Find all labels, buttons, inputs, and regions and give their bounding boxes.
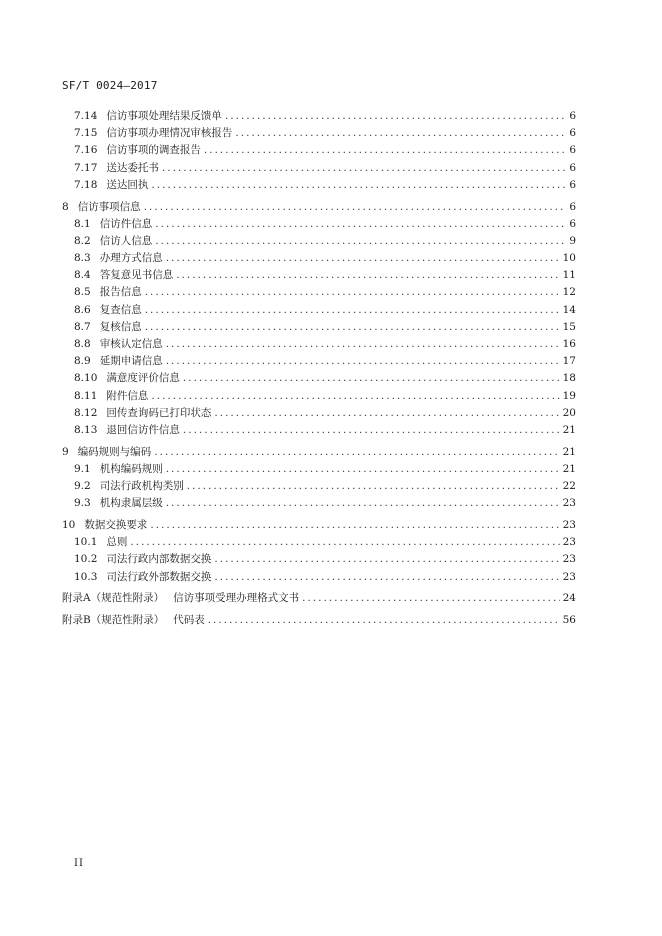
toc-entry-page: 6 — [569, 217, 576, 230]
toc-leader-dots — [150, 517, 559, 534]
toc-entry-title: 复查信息 — [99, 303, 142, 316]
toc-entry-number: 10.2 — [74, 553, 98, 566]
toc-entry-page: 24 — [562, 592, 576, 605]
toc-entry[interactable] — [62, 370, 576, 387]
toc-entry-number: 8.8 — [74, 338, 91, 351]
toc-leader-dots — [208, 612, 560, 629]
toc-entry-page: 19 — [562, 389, 576, 402]
toc-entry-number: 8.6 — [74, 303, 91, 316]
toc-entry[interactable] — [62, 250, 576, 267]
toc-leader-dots — [154, 444, 559, 461]
toc-entry-page: 6 — [569, 127, 576, 140]
toc-entry-title: 机构隶属层级 — [99, 497, 163, 510]
toc-entry-number: 7.18 — [74, 178, 98, 191]
toc-entry-number: 9.1 — [74, 462, 91, 475]
toc-entry-number: 8.4 — [74, 269, 91, 282]
toc-entry[interactable] — [62, 108, 576, 125]
toc-entry-page: 14 — [562, 303, 576, 316]
toc-leader-dots — [176, 267, 559, 284]
toc-leader-dots — [166, 353, 560, 370]
toc-entry-number: 7.17 — [74, 161, 98, 174]
toc-entry[interactable] — [62, 177, 576, 194]
page-number: II — [74, 858, 84, 869]
toc-entry-number: 8.7 — [74, 320, 91, 333]
toc-entry-page: 23 — [562, 497, 576, 510]
toc-entry-page: 22 — [562, 480, 576, 493]
toc-leader-dots — [166, 461, 560, 478]
toc-entry[interactable] — [62, 388, 576, 405]
toc-leader-dots — [145, 302, 560, 319]
toc-entry-title: 满意度评价信息 — [106, 372, 180, 385]
toc-entry-title: 总则 — [106, 536, 128, 549]
toc-entry[interactable] — [62, 590, 576, 607]
toc-entry-title: 司法行政外部数据交换 — [106, 570, 212, 583]
toc-entry-title: 送达回执 — [106, 178, 149, 191]
toc-entry[interactable] — [62, 125, 576, 142]
toc-entry-title: 退回信访件信息 — [106, 423, 180, 436]
toc-entry-number: 附录A（规范性附录） — [62, 592, 165, 605]
toc-leader-dots — [145, 284, 560, 301]
toc-entry-page: 20 — [562, 406, 576, 419]
toc-entry-page: 6 — [569, 110, 576, 122]
toc-leader-dots — [151, 388, 559, 405]
toc-leader-dots — [214, 569, 559, 586]
toc-entry-number: 8.10 — [74, 372, 98, 385]
toc-entry-number: 10.3 — [74, 570, 98, 583]
toc-entry[interactable] — [62, 478, 576, 495]
toc-entry-number: 7.15 — [74, 127, 98, 140]
toc-entry[interactable] — [62, 495, 576, 512]
toc-entry[interactable] — [62, 551, 576, 568]
toc-entry[interactable] — [62, 302, 576, 319]
toc-entry[interactable] — [62, 444, 576, 461]
toc-entry-title: 代码表 — [173, 614, 205, 627]
toc-entry-page: 23 — [562, 519, 576, 532]
toc-leader-dots — [162, 160, 566, 177]
toc-entry-page: 18 — [562, 372, 576, 385]
toc-entry-number: 8.5 — [74, 286, 91, 299]
toc-entry-title: 送达委托书 — [106, 161, 159, 174]
toc-entry[interactable] — [62, 336, 576, 353]
toc-entry-number: 8.11 — [74, 389, 98, 402]
toc-entry-number: 8 — [62, 200, 69, 213]
toc-entry[interactable] — [62, 142, 576, 159]
toc-entry-page: 56 — [562, 614, 576, 627]
toc-entry[interactable] — [62, 284, 576, 301]
table-of-contents — [62, 108, 576, 629]
toc-leader-dots — [204, 142, 566, 159]
toc-entry-number: 9.2 — [74, 480, 91, 493]
toc-entry[interactable] — [62, 612, 576, 629]
toc-leader-dots — [166, 495, 560, 512]
toc-entry-title: 编码规则与编码 — [77, 445, 152, 458]
toc-entry-title: 附件信息 — [106, 389, 149, 402]
toc-leader-dots — [214, 405, 559, 422]
toc-entry-page: 21 — [562, 445, 576, 458]
toc-entry-title: 机构编码规则 — [99, 462, 163, 475]
toc-entry-number: 附录B（规范性附录） — [62, 614, 165, 627]
toc-entry[interactable] — [62, 534, 576, 551]
toc-entry-page: 16 — [562, 338, 576, 351]
toc-entry[interactable] — [62, 517, 576, 534]
toc-entry-number: 9 — [62, 445, 69, 458]
toc-entry-number: 8.9 — [74, 355, 91, 368]
toc-entry-page: 17 — [562, 355, 576, 368]
toc-entry-number: 7.16 — [74, 144, 98, 157]
toc-leader-dots — [187, 478, 560, 495]
toc-entry-number: 10 — [62, 519, 76, 532]
toc-entry-page: 23 — [562, 536, 576, 549]
toc-leader-dots — [155, 233, 566, 250]
toc-entry-page: 9 — [569, 234, 576, 247]
toc-entry-page: 6 — [569, 144, 576, 157]
toc-entry[interactable] — [62, 199, 576, 216]
toc-entry-number: 7.14 — [74, 110, 98, 122]
toc-entry-page: 21 — [562, 462, 576, 475]
toc-entry[interactable] — [62, 569, 576, 586]
toc-leader-dots — [130, 534, 559, 551]
toc-entry[interactable] — [62, 267, 576, 284]
toc-leader-dots — [225, 108, 566, 125]
toc-entry-title: 信访事项办理情况审核报告 — [106, 127, 233, 140]
toc-entry[interactable] — [62, 353, 576, 370]
toc-entry-title: 延期申请信息 — [99, 355, 163, 368]
standard-code: SF/T 0024—2017 — [62, 79, 158, 92]
toc-leader-dots — [214, 551, 559, 568]
toc-entry-page: 6 — [569, 161, 576, 174]
toc-entry-number: 8.2 — [74, 234, 91, 247]
toc-leader-dots — [145, 319, 560, 336]
toc-leader-dots — [302, 590, 560, 607]
toc-entry-page: 12 — [562, 286, 576, 299]
toc-entry-page: 21 — [562, 423, 576, 436]
toc-entry-title: 信访人信息 — [99, 234, 153, 247]
toc-leader-dots — [166, 336, 560, 353]
toc-leader-dots — [166, 250, 560, 267]
toc-entry-number: 8.3 — [74, 252, 91, 265]
toc-entry[interactable] — [62, 233, 576, 250]
toc-entry-page: 10 — [562, 252, 576, 265]
toc-entry-title: 信访事项的调查报告 — [106, 144, 201, 157]
toc-entry-page: 15 — [562, 320, 576, 333]
toc-leader-dots — [235, 125, 566, 142]
toc-leader-dots — [183, 422, 560, 439]
toc-leader-dots — [151, 177, 566, 194]
toc-entry-title: 司法行政内部数据交换 — [106, 553, 212, 566]
toc-entry-title: 信访件信息 — [99, 217, 153, 230]
toc-entry[interactable] — [62, 461, 576, 478]
toc-entry-title: 审核认定信息 — [99, 338, 163, 351]
toc-entry[interactable] — [62, 216, 576, 233]
toc-entry-title: 报告信息 — [99, 286, 142, 299]
toc-entry-title: 数据交换要求 — [84, 519, 148, 532]
toc-entry-number: 9.3 — [74, 497, 91, 510]
toc-leader-dots — [183, 370, 560, 387]
toc-entry-title: 办理方式信息 — [99, 252, 163, 265]
toc-entry-title: 司法行政机构类别 — [99, 480, 184, 493]
toc-entry-page: 23 — [562, 553, 576, 566]
toc-entry-title: 复核信息 — [99, 320, 142, 333]
toc-leader-dots — [155, 216, 566, 233]
toc-entry-number: 8.13 — [74, 423, 98, 436]
toc-entry-number: 8.12 — [74, 406, 98, 419]
toc-entry-title: 回传查询码已打印状态 — [106, 406, 212, 419]
toc-entry-page: 6 — [569, 200, 576, 213]
toc-entry[interactable] — [62, 160, 576, 177]
toc-entry-title: 信访事项受理办理格式文书 — [173, 592, 300, 605]
toc-entry-number: 10.1 — [74, 536, 98, 549]
toc-entry[interactable] — [62, 319, 576, 336]
toc-entry-page: 23 — [562, 570, 576, 583]
toc-entry-number: 8.1 — [74, 217, 91, 230]
toc-entry[interactable] — [62, 422, 576, 439]
toc-entry-title: 信访事项处理结果反馈单 — [106, 110, 222, 122]
toc-leader-dots — [144, 199, 567, 216]
toc-entry[interactable] — [62, 405, 576, 422]
toc-entry-title: 信访事项信息 — [77, 200, 141, 213]
toc-entry-title: 答复意见书信息 — [99, 269, 174, 282]
toc-entry-page: 6 — [569, 178, 576, 191]
toc-entry-page: 11 — [562, 269, 576, 282]
